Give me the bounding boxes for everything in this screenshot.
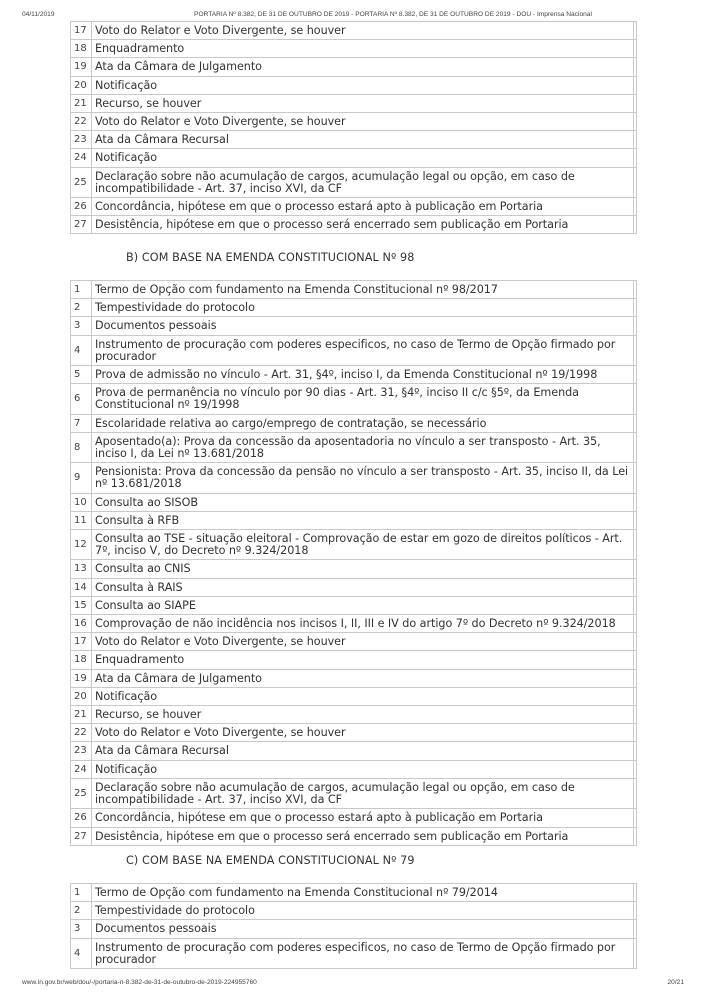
page-url: www.in.gov.br/web/dou/-/portaria-n-8.382-de-31-de-outubro-de-2019-224955760 bbox=[22, 979, 257, 986]
row-description: Instrumento de procuração com poderes especificos, no caso de Termo de Opção firmado por procurador bbox=[92, 938, 634, 968]
table-row bbox=[71, 493, 637, 511]
row-number: 17 bbox=[71, 22, 92, 40]
row-number: 21 bbox=[71, 94, 92, 112]
table-row bbox=[71, 281, 637, 299]
section-c-title: C) COM BASE NA EMENDA CONSTITUCIONAL Nº 79 bbox=[126, 854, 415, 867]
table-row bbox=[71, 687, 637, 705]
table-row bbox=[71, 432, 637, 462]
row-description: Tempestividade do protocolo bbox=[92, 299, 634, 317]
print-title: PORTARIA Nº 8.382, DE 31 DE OUTUBRO DE 2019 - PORTARIA Nº 8.382, DE 31 DE OUTUBRO DE 2019 - DOU - Imprensa Nacional bbox=[194, 11, 592, 18]
row-empty-cell bbox=[634, 113, 637, 131]
row-empty-cell bbox=[634, 131, 637, 149]
row-description: Prova de permanência no vínculo por 90 dias - Art. 31, §4º, inciso II c/c §5º, da Emenda Constitucional nº 19/1998 bbox=[92, 384, 634, 414]
row-empty-cell bbox=[634, 149, 637, 167]
row-empty-cell bbox=[634, 493, 637, 511]
row-empty-cell bbox=[634, 384, 637, 414]
row-number: 18 bbox=[71, 651, 92, 669]
row-number: 6 bbox=[71, 384, 92, 414]
row-description: Declaração sobre não acumulação de cargos, acumulação legal ou opção, em caso de incompatibilidade - Art. 37, inciso XVI, da CF bbox=[92, 167, 634, 197]
row-number: 19 bbox=[71, 669, 92, 687]
table-row bbox=[71, 633, 637, 651]
row-empty-cell bbox=[634, 578, 637, 596]
row-empty-cell bbox=[634, 920, 637, 938]
row-empty-cell bbox=[634, 902, 637, 920]
row-number: 25 bbox=[71, 778, 92, 808]
row-description: Enquadramento bbox=[92, 40, 634, 58]
row-number: 4 bbox=[71, 938, 92, 968]
row-number: 25 bbox=[71, 167, 92, 197]
table-row bbox=[71, 414, 637, 432]
table-row bbox=[71, 113, 637, 131]
row-description: Comprovação de não incidência nos incisos I, II, III e IV do artigo 7º do Decreto nº 9.324/2018 bbox=[92, 615, 634, 633]
row-number: 24 bbox=[71, 149, 92, 167]
row-number: 19 bbox=[71, 58, 92, 76]
row-number: 9 bbox=[71, 463, 92, 493]
row-empty-cell bbox=[634, 596, 637, 614]
row-description: Documentos pessoais bbox=[92, 317, 634, 335]
row-empty-cell bbox=[634, 167, 637, 197]
row-number: 21 bbox=[71, 706, 92, 724]
table-row bbox=[71, 335, 637, 365]
row-description: Consulta à RFB bbox=[92, 511, 634, 529]
print-date: 04/11/2019 bbox=[22, 11, 55, 18]
row-number: 14 bbox=[71, 578, 92, 596]
table-row bbox=[71, 827, 637, 845]
row-number: 27 bbox=[71, 216, 92, 234]
row-number: 3 bbox=[71, 317, 92, 335]
row-description: Consulta ao SISOB bbox=[92, 493, 634, 511]
table-row bbox=[71, 596, 637, 614]
requirements-table-b bbox=[70, 280, 637, 846]
table-row bbox=[71, 706, 637, 724]
row-number: 13 bbox=[71, 560, 92, 578]
row-empty-cell bbox=[634, 760, 637, 778]
section-b-title: B) COM BASE NA EMENDA CONSTITUCIONAL Nº 98 bbox=[126, 251, 415, 264]
row-description: Voto do Relator e Voto Divergente, se houver bbox=[92, 633, 634, 651]
row-empty-cell bbox=[634, 706, 637, 724]
table-row bbox=[71, 366, 637, 384]
row-empty-cell bbox=[634, 724, 637, 742]
table-row bbox=[71, 384, 637, 414]
row-number: 24 bbox=[71, 760, 92, 778]
row-empty-cell bbox=[634, 560, 637, 578]
row-empty-cell bbox=[634, 778, 637, 808]
row-description: Notificação bbox=[92, 149, 634, 167]
row-empty-cell bbox=[634, 827, 637, 845]
row-empty-cell bbox=[634, 511, 637, 529]
row-number: 17 bbox=[71, 633, 92, 651]
requirements-table-c bbox=[70, 883, 637, 969]
row-number: 5 bbox=[71, 366, 92, 384]
table-row bbox=[71, 760, 637, 778]
row-number: 20 bbox=[71, 687, 92, 705]
row-description: Desistência, hipótese em que o processo será encerrado sem publicação em Portaria bbox=[92, 216, 634, 234]
row-number: 27 bbox=[71, 827, 92, 845]
row-number: 20 bbox=[71, 76, 92, 94]
page-number: 20/21 bbox=[667, 979, 684, 986]
row-description: Notificação bbox=[92, 687, 634, 705]
table-row bbox=[71, 902, 637, 920]
row-description: Tempestividade do protocolo bbox=[92, 902, 634, 920]
row-description: Termo de Opção com fundamento na Emenda Constitucional nº 79/2014 bbox=[92, 884, 634, 902]
table-row bbox=[71, 724, 637, 742]
row-description: Termo de Opção com fundamento na Emenda Constitucional nº 98/2017 bbox=[92, 281, 634, 299]
table-row bbox=[71, 511, 637, 529]
row-empty-cell bbox=[634, 530, 637, 560]
row-empty-cell bbox=[634, 809, 637, 827]
table-row bbox=[71, 149, 637, 167]
row-description: Documentos pessoais bbox=[92, 920, 634, 938]
table-row bbox=[71, 742, 637, 760]
row-description: Prova de admissão no vínculo - Art. 31, §4º, inciso I, da Emenda Constitucional nº 19/1998 bbox=[92, 366, 634, 384]
row-empty-cell bbox=[634, 335, 637, 365]
row-description: Consulta ao SIAPE bbox=[92, 596, 634, 614]
row-empty-cell bbox=[634, 669, 637, 687]
row-empty-cell bbox=[634, 414, 637, 432]
table-row bbox=[71, 317, 637, 335]
row-description: Recurso, se houver bbox=[92, 94, 634, 112]
table-row bbox=[71, 560, 637, 578]
row-description: Notificação bbox=[92, 760, 634, 778]
row-empty-cell bbox=[634, 94, 637, 112]
table-row bbox=[71, 58, 637, 76]
table-row bbox=[71, 615, 637, 633]
row-empty-cell bbox=[634, 432, 637, 462]
table-row bbox=[71, 809, 637, 827]
table-row bbox=[71, 76, 637, 94]
row-number: 8 bbox=[71, 432, 92, 462]
row-empty-cell bbox=[634, 463, 637, 493]
row-number: 1 bbox=[71, 884, 92, 902]
row-description: Aposentado(a): Prova da concessão da aposentadoria no vínculo a ser transposto - Art. 35, inciso I, da Lei nº 13.681/2018 bbox=[92, 432, 634, 462]
row-empty-cell bbox=[634, 317, 637, 335]
row-description: Desistência, hipótese em que o processo será encerrado sem publicação em Portaria bbox=[92, 827, 634, 845]
table-row bbox=[71, 94, 637, 112]
row-description: Declaração sobre não acumulação de cargos, acumulação legal ou opção, em caso de incompatibilidade - Art. 37, inciso XVI, da CF bbox=[92, 778, 634, 808]
row-empty-cell bbox=[634, 22, 637, 40]
row-number: 22 bbox=[71, 113, 92, 131]
row-empty-cell bbox=[634, 299, 637, 317]
row-number: 26 bbox=[71, 809, 92, 827]
row-description: Escolaridade relativa ao cargo/emprego de contratação, se necessário bbox=[92, 414, 634, 432]
row-description: Instrumento de procuração com poderes especificos, no caso de Termo de Opção firmado por procurador bbox=[92, 335, 634, 365]
table-row bbox=[71, 198, 637, 216]
row-number: 18 bbox=[71, 40, 92, 58]
row-empty-cell bbox=[634, 366, 637, 384]
row-description: Notificação bbox=[92, 76, 634, 94]
row-number: 16 bbox=[71, 615, 92, 633]
table-row bbox=[71, 884, 637, 902]
row-empty-cell bbox=[634, 40, 637, 58]
row-number: 12 bbox=[71, 530, 92, 560]
row-empty-cell bbox=[634, 76, 637, 94]
table-row bbox=[71, 167, 637, 197]
row-number: 26 bbox=[71, 198, 92, 216]
row-number: 2 bbox=[71, 902, 92, 920]
table-row bbox=[71, 578, 637, 596]
print-footer bbox=[0, 979, 706, 991]
table-row bbox=[71, 40, 637, 58]
row-description: Ata da Câmara de Julgamento bbox=[92, 58, 634, 76]
row-number: 1 bbox=[71, 281, 92, 299]
row-empty-cell bbox=[634, 216, 637, 234]
table-row bbox=[71, 938, 637, 968]
row-description: Concordância, hipótese em que o processo estará apto à publicação em Portaria bbox=[92, 198, 634, 216]
row-description: Consulta à RAIS bbox=[92, 578, 634, 596]
row-empty-cell bbox=[634, 633, 637, 651]
table-row bbox=[71, 920, 637, 938]
table-row bbox=[71, 651, 637, 669]
row-description: Voto do Relator e Voto Divergente, se houver bbox=[92, 113, 634, 131]
row-empty-cell bbox=[634, 884, 637, 902]
row-empty-cell bbox=[634, 742, 637, 760]
table-row bbox=[71, 216, 637, 234]
row-description: Ata da Câmara Recursal bbox=[92, 742, 634, 760]
row-number: 23 bbox=[71, 742, 92, 760]
row-description: Concordância, hipótese em que o processo estará apto à publicação em Portaria bbox=[92, 809, 634, 827]
row-number: 22 bbox=[71, 724, 92, 742]
table-row bbox=[71, 669, 637, 687]
row-empty-cell bbox=[634, 281, 637, 299]
row-empty-cell bbox=[634, 651, 637, 669]
row-description: Ata da Câmara de Julgamento bbox=[92, 669, 634, 687]
row-description: Consulta ao CNIS bbox=[92, 560, 634, 578]
row-description: Ata da Câmara Recursal bbox=[92, 131, 634, 149]
row-number: 2 bbox=[71, 299, 92, 317]
row-number: 10 bbox=[71, 493, 92, 511]
row-empty-cell bbox=[634, 58, 637, 76]
row-number: 4 bbox=[71, 335, 92, 365]
table-row bbox=[71, 778, 637, 808]
table-row bbox=[71, 530, 637, 560]
row-empty-cell bbox=[634, 938, 637, 968]
row-empty-cell bbox=[634, 687, 637, 705]
row-number: 3 bbox=[71, 920, 92, 938]
table-row bbox=[71, 299, 637, 317]
table-row bbox=[71, 22, 637, 40]
row-number: 15 bbox=[71, 596, 92, 614]
table-row bbox=[71, 131, 637, 149]
row-number: 23 bbox=[71, 131, 92, 149]
table-row bbox=[71, 463, 637, 493]
row-description: Pensionista: Prova da concessão da pensão no vínculo a ser transposto - Art. 35, inciso II, da Lei nº 13.681/2018 bbox=[92, 463, 634, 493]
row-empty-cell bbox=[634, 198, 637, 216]
row-description: Enquadramento bbox=[92, 651, 634, 669]
row-description: Consulta ao TSE - situação eleitoral - Comprovação de estar em gozo de direitos políticos - Art. 7º, inciso V, do Decreto nº 9.324/2018 bbox=[92, 530, 634, 560]
row-number: 7 bbox=[71, 414, 92, 432]
row-empty-cell bbox=[634, 615, 637, 633]
row-description: Recurso, se houver bbox=[92, 706, 634, 724]
row-description: Voto do Relator e Voto Divergente, se houver bbox=[92, 724, 634, 742]
row-number: 11 bbox=[71, 511, 92, 529]
row-description: Voto do Relator e Voto Divergente, se houver bbox=[92, 22, 634, 40]
requirements-table-a bbox=[70, 21, 637, 234]
